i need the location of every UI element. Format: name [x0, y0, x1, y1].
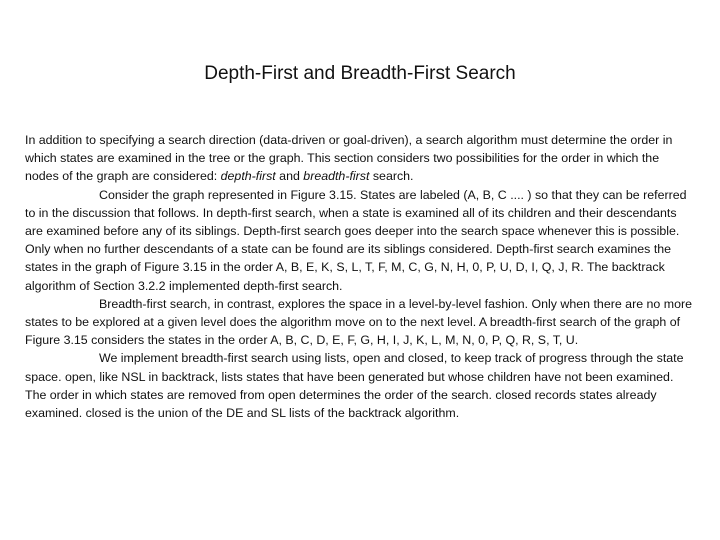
paragraph-intro [25, 131, 695, 186]
term-depth-first: depth-first [220, 169, 276, 184]
paragraph-implementation: We implement breadth-first search using lists, open and closed, to keep track of progress through the state space. open, like NSL in backtrack, lists states that have been generated but whose children have not been examined. The order in which states are removed from open determines the order of the search. closed records states already examined. closed is the union of the DE and SL lists of the backtrack algorithm. [25, 351, 684, 421]
paragraph-depth-first: Consider the graph represented in Figure 3.15. States are labeled (A, B, C .... ) so that they can be referred to in the discussion that follows. In depth-first search, when a state is examined all of its children and their descendants are examined before any of its siblings. Depth-first search goes deeper into the search space whenever this is possible. Only when no further descendants of a state can be found are its siblings considered. Depth-first search examines the states in the graph of Figure 3.15 in the order A, B, E, K, S, L, T, F, M, C, G, N, H, 0, P, U, D, I, Q, J, R. The backtrack algorithm of Section 3.2.2 implemented depth-first search. [25, 187, 687, 293]
paragraph-intro-text: In addition to specifying a search direction (data-driven or goal-driven), a search algorithm must determine the order in which states are examined in the tree or the graph. This section considers two possibilities for the order in which the nodes of the graph are considered: [25, 133, 673, 184]
term-breadth-first: breadth-first [303, 169, 370, 184]
paragraph-intro-end: search. [369, 169, 414, 184]
paragraph-breadth-first: Breadth-first search, in contrast, explores the space in a level-by-level fashion. Only when there are no more states to be explored at a given level does the algorithm move on to the next level. A breadth-first search of the graph of Figure 3.15 considers the states in the order A, B, C, D, E, F, G, H, I, J, K, L, M, N, 0, P, Q, R, S, T, U. [25, 296, 692, 348]
slide-body [25, 131, 695, 422]
slide-title: Depth-First and Breadth-First Search [204, 63, 516, 84]
paragraph-intro-conjunction: and [275, 169, 304, 184]
